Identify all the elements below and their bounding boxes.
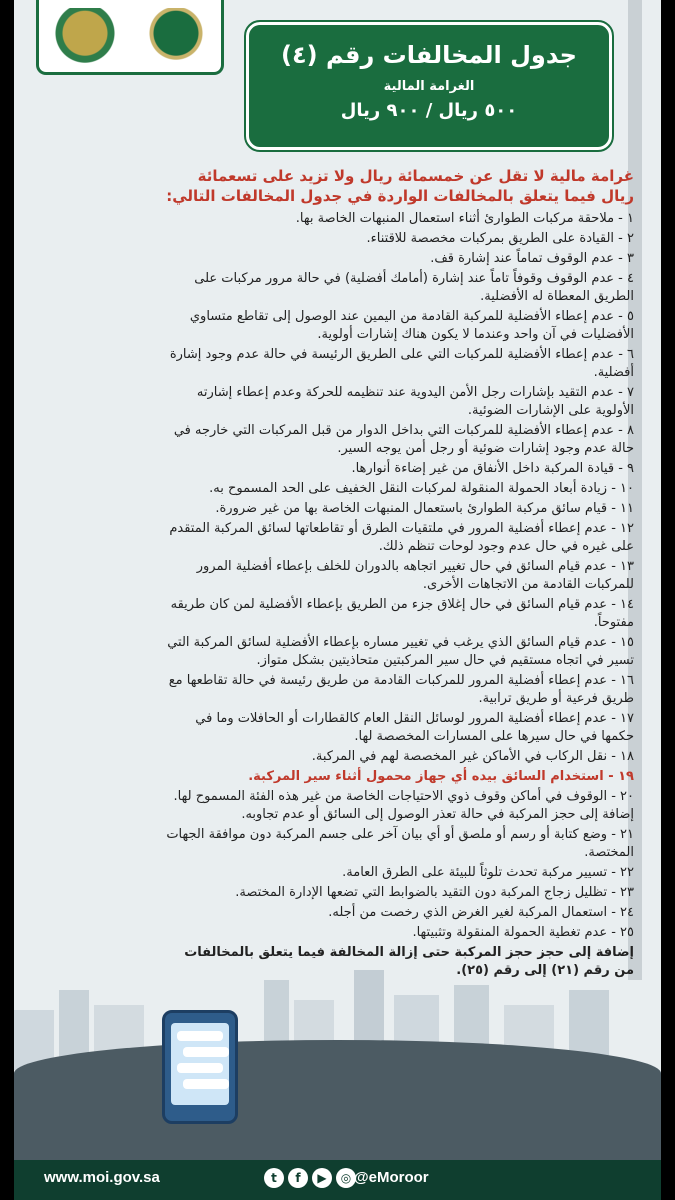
sign-title: جدول المخالفات رقم (٤) [281, 41, 577, 69]
violation-item: ٢٢ - تسيير مركبة تحدث تلوثاً للبيئة على الطرق العامة. [342, 865, 634, 880]
fine-sign [246, 22, 612, 150]
violation-item: ١٢ - عدم إعطاء أفضلية المرور في ملتقيات الطرق أو تقاطعاتها لسائق المركبة المتقدم على غيره في حال عدم وجود لوحات تنظم ذلك. [169, 521, 634, 554]
violation-item: ١٩ - استخدام السائق بيده أي جهاز محمول أثناء سير المركبة. [248, 769, 634, 784]
violation-item: ٦ - عدم إعطاء الأفضلية للمركبات التي على الطريق الرئيسة في حالة عدم وجود إشارة أفضلية. [169, 347, 634, 380]
note-text: إضافة إلى حجز حجز المركبة حتى إزالة المخالفة فيما يتعلق بالمخالفات من رقم (٢١) إلى رقم (٢٥). [184, 945, 634, 978]
violation-item: ١١ - قيام سائق مركبة الطوارئ باستعمال المنبهات الخاصة بها من غير ضرورة. [215, 501, 634, 516]
violation-item: ١٨ - نقل الركاب في الأماكن غير المخصصة لهم في المركبة. [311, 749, 634, 764]
youtube-icon[interactable]: ▶ [312, 1168, 332, 1188]
violation-item: ٢ - القيادة على الطريق بمركبات مخصصة للاقتناء. [366, 231, 634, 246]
violation-item: ٢١ - وضع كتابة أو رسم أو ملصق أو أي بيان آخر على جسم المركبة دون موافقة الجهات المختصة. [166, 827, 634, 860]
violation-item: ١٤ - عدم قيام السائق في حال إغلاق جزء من الطريق بإعطاء الأفضلية لمن كان طريقه مفتوحاً. [170, 597, 634, 630]
instagram-icon[interactable]: ◎ [336, 1168, 356, 1188]
facebook-icon[interactable]: f [288, 1168, 308, 1188]
violation-item: ٨ - عدم إعطاء الأفضلية للمركبات التي بداخل الدوار من قبل المركبات التي خارجه في حالة عدم وجود إشارات ضوئية أو رجل أمن يوجه السير. [173, 423, 634, 456]
poster [14, 0, 661, 1200]
violation-item: ٢٤ - استعمال المركبة لغير الغرض الذي رخصت من أجله. [328, 905, 634, 920]
violation-item: ٥ - عدم إعطاء الأفضلية للمركبة القادمة من اليمين عند الوصول إلى تقاطع متساوي الأفضليات في آن واحد وعندما لا يكون هناك إشارات أولوية. [189, 309, 634, 342]
social-handle[interactable]: @eMoroor [354, 1169, 429, 1186]
violation-item: ٣ - عدم الوقوف تماماً عند إشارة قف. [430, 251, 634, 266]
logos [36, 0, 224, 75]
website-link[interactable]: www.moi.gov.sa [44, 1169, 160, 1186]
violation-item: ٢٠ - الوقوف في أماكن وقوف ذوي الاحتياجات الخاصة من غير هذه الفئة المسموح لها. إضافة إلى حجز المركبة في حالة تعذر الوصول إلى السائق أو عدم تجاوبه. [173, 789, 634, 822]
violation-item: ١ - ملاحقة مركبات الطوارئ أثناء استعمال المنبهات الخاصة بها. [295, 211, 634, 226]
car-dashboard [14, 1040, 661, 1160]
phone-illustration [162, 1010, 238, 1124]
violation-item: ٧ - عدم التقيد بإشارات رجل الأمن اليدوية عند تنظيمه للحركة وعدم إعطاء إشارته الأولوية على الإشارات الضوئية. [196, 385, 634, 418]
violation-item: ١٥ - عدم قيام السائق الذي يرغب في تغيير مساره بإعطاء الأفضلية لسائق المركبة التي تسير في اتجاه مستقيم في حال سير المركبتين متحاذيتين بشكل متواز. [167, 635, 634, 668]
violations-list [164, 166, 634, 982]
violation-item: ٢٥ - عدم تغطية الحمولة المنقولة وتثبيتها. [412, 925, 634, 940]
violation-item: ٢٣ - تظليل زجاج المركبة دون التقيد بالضوابط التي تضعها الإدارة المختصة. [235, 885, 634, 900]
national-emblem-logo [145, 8, 207, 64]
violation-item: ١٧ - عدم إعطاء أفضلية المرور لوسائل النقل العام كالقطارات أو الحافلات وما في حكمها في حال سيرها على المسارات المخصصة لها. [195, 711, 634, 744]
traffic-logo [54, 8, 116, 64]
footer-bar [14, 1160, 661, 1200]
violation-item: ١٣ - عدم قيام السائق في حال تغيير اتجاهه بالدوران للخلف بإعطاء أفضلية المرور للمركبات القادمة من الاتجاهات الأخرى. [196, 559, 634, 592]
intro-text: غرامة مالية لا تقل عن خمسمائة ريال ولا تزيد على تسعمائة ريال فيما يتعلق بالمخالفات الواردة في جدول المخالفات التالي: [166, 167, 634, 205]
violation-item: ٩ - قيادة المركبة داخل الأنفاق من غير إضاءة أنوارها. [351, 461, 634, 476]
twitter-icon[interactable]: t [264, 1168, 284, 1188]
fine-range: ٥٠٠ ريال / ٩٠٠ ريال [340, 100, 518, 121]
violation-item: ١٠ - زيادة أبعاد الحمولة المنقولة لمركبات النقل الخفيف على الحد المسموح به. [209, 481, 634, 496]
fine-label: الغرامة المالية [383, 79, 475, 94]
social-icons [264, 1168, 356, 1188]
violation-item: ١٦ - عدم إعطاء أفضلية المرور للمركبات القادمة من طريق رئيسة في حالة تقاطعها مع طريق فرعية أو طريق ترابية. [168, 673, 634, 706]
violation-item: ٤ - عدم الوقوف وقوفاً تاماً عند إشارة (أمامك أفضلية) في حالة مرور مركبات على الطريق المعطاة له الأفضلية. [194, 271, 634, 304]
